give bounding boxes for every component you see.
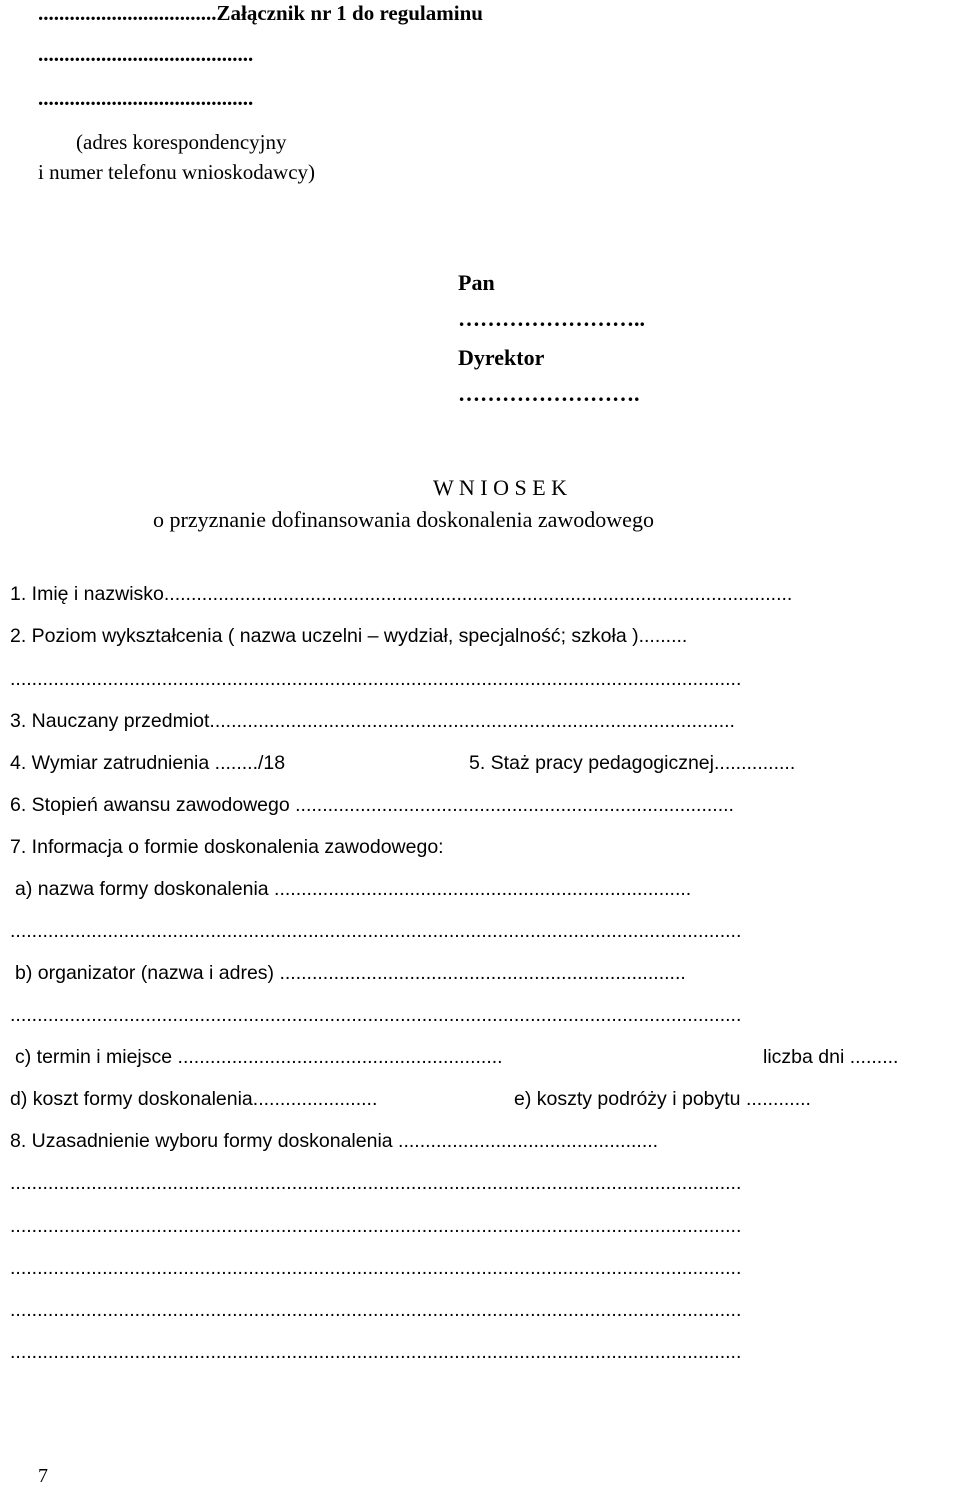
annex-label: ..................................Załącznik nr 1 do regulaminu [38, 1, 483, 25]
field-organizer-continued: ....................................................................................................................................... [10, 1004, 742, 1026]
field-name: 1. Imię i nazwisko.................................................................................................................... [10, 583, 793, 605]
field-days-count: liczba dni ......... [763, 1046, 899, 1068]
field-employment: 4. Wymiar zatrudnienia ......../18 [10, 752, 286, 774]
address-caption-2: i numer telefonu wnioskodawcy) [38, 160, 316, 184]
field-justification-line-3: ....................................................................................................................................... [10, 1257, 742, 1279]
document-subtitle: o przyznanie dofinansowania doskonalenia zawodowego [153, 507, 654, 532]
field-travel-costs: e) koszty podróży i pobytu ............ [514, 1088, 811, 1110]
page-number: 7 [38, 1465, 48, 1487]
address-caption-1: (adres korespondencyjny [76, 130, 287, 154]
field-training-cost: d) koszt formy doskonalenia....................... [10, 1088, 378, 1110]
field-seniority: 5. Staż pracy pedagogicznej............... [469, 752, 796, 774]
recipient-institution-line: ……………………. [458, 381, 640, 406]
sender-address-line: ......................................... [38, 86, 254, 110]
document-title: W N I O S E K [432, 475, 568, 500]
field-date-place: c) termin i miejsce ............................................................ [15, 1046, 503, 1068]
recipient-title: Dyrektor [458, 345, 545, 370]
field-organizer: b) organizator (nazwa i adres) ........................................................................... [15, 962, 686, 984]
field-justification-line-5: ....................................................................................................................................... [10, 1341, 742, 1363]
field-training-name: a) nazwa formy doskonalenia ............................................................................. [15, 878, 692, 900]
field-subject: 3. Nauczany przedmiot................................................................................................. [10, 710, 735, 732]
field-training-name-continued: ....................................................................................................................................... [10, 920, 742, 942]
sender-name-line: ......................................... [38, 42, 254, 66]
section-training-info: 7. Informacja o formie doskonalenia zawodowego: [10, 836, 444, 858]
field-education: 2. Poziom wykształcenia ( nazwa uczelni – wydział, specjalność; szkoła )......... [10, 625, 688, 647]
recipient-name-line: …………………….. [458, 306, 645, 331]
field-education-continued: ....................................................................................................................................... [10, 668, 742, 690]
field-justification: 8. Uzasadnienie wyboru formy doskonalenia ................................................ [10, 1130, 659, 1152]
field-justification-line-4: ....................................................................................................................................... [10, 1299, 742, 1321]
recipient-pan: Pan [458, 270, 495, 295]
field-justification-line-2: ....................................................................................................................................... [10, 1215, 742, 1237]
field-promotion-level: 6. Stopień awansu zawodowego ................................................................................. [10, 794, 734, 816]
field-justification-line-1: ....................................................................................................................................... [10, 1172, 742, 1194]
